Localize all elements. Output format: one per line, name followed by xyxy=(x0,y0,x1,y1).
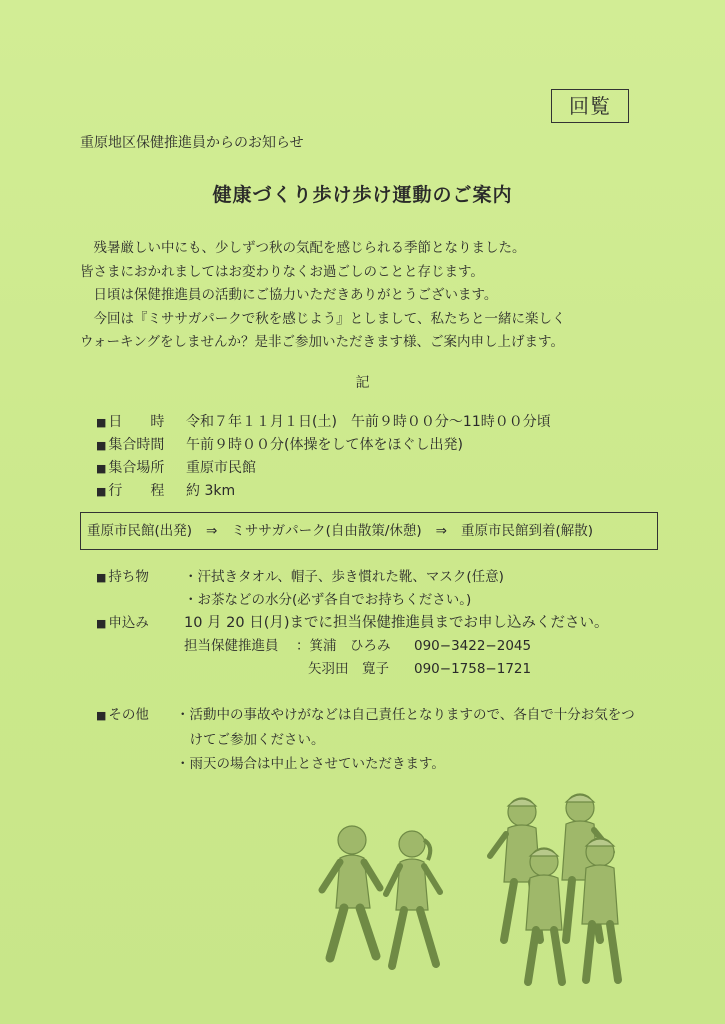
intro-line: 残暑厳しい中にも、少しずつ秋の気配を感じられる季節となりました。 xyxy=(80,240,526,256)
other-row-2 xyxy=(96,728,635,752)
detail-row-meeting-time xyxy=(96,434,551,457)
detail-value: 約 3km xyxy=(186,483,236,499)
other-row-3 xyxy=(96,752,635,776)
other-line: ・雨天の場合は中止とさせていただきます。 xyxy=(176,756,445,772)
route-mid: ミササガパーク(自由散策/休憩) xyxy=(231,523,422,539)
intro-text xyxy=(80,237,640,355)
items-line: ・お茶などの水分(必ず各自でお持ちください。) xyxy=(184,592,472,608)
detail-label: 集合場所 xyxy=(108,460,165,476)
items-label: 持ち物 xyxy=(108,569,149,585)
ki-heading: 記 xyxy=(355,375,370,391)
detail-value: 令和７年１１月１日(土) 午前９時００分～11時００分頃 xyxy=(186,414,551,430)
other-notes xyxy=(96,703,635,776)
route-box xyxy=(80,512,658,550)
intro-line: 今回は『ミササガパークで秋を感じよう』としまして、私たちと一緒に楽しく xyxy=(80,310,566,327)
intro-line: ウォーキングをしませんか？是非ご参加いただきます様、ご案内申し上げます。 xyxy=(80,334,564,350)
contact-row-2 xyxy=(96,658,609,681)
walking-people-icon xyxy=(300,790,640,990)
contact-phone: 090−1758−1721 xyxy=(414,661,532,677)
apply-main: 10 月 20 日(月)までに担当保健推進員までお申し込みください。 xyxy=(184,615,609,631)
lower-details xyxy=(96,566,609,681)
apply-label: 申込み xyxy=(108,615,149,631)
bullet-icon: ■ xyxy=(96,485,107,498)
other-row xyxy=(96,703,635,728)
bullet-icon: ■ xyxy=(96,462,107,475)
detail-label: 行 程 xyxy=(108,483,165,499)
route-start: 重原市民館(出発) xyxy=(87,523,193,539)
bullet-icon: ■ xyxy=(96,439,107,452)
organization-line: 重原地区保健推進員からのお知らせ xyxy=(80,135,304,151)
contact-row-1 xyxy=(96,635,609,658)
detail-value: 午前９時００分(体操をして体をほぐし出発) xyxy=(186,437,463,453)
bullet-icon: ■ xyxy=(96,571,107,584)
contact-name: 矢羽田 寛子 xyxy=(308,661,389,677)
detail-row-course xyxy=(96,480,551,503)
event-details xyxy=(96,411,551,503)
apply-row xyxy=(96,612,609,635)
arrow-icon: ⇒ xyxy=(206,523,218,539)
detail-row-datetime xyxy=(96,411,551,434)
other-label: その他 xyxy=(108,707,149,723)
bullet-icon: ■ xyxy=(96,709,107,722)
detail-value: 重原市民館 xyxy=(186,460,256,476)
intro-line: 皆さまにおかれましてはお変わりなくお過ごしのことと存じます。 xyxy=(80,263,484,280)
items-row-2 xyxy=(96,589,609,612)
bullet-icon: ■ xyxy=(96,416,107,429)
route-end: 重原市民館到着(解散) xyxy=(460,523,594,539)
detail-row-meeting-place xyxy=(96,457,551,480)
other-line: ・活動中の事故やけがなどは自己責任となりますので、各自で十分お気をつ xyxy=(176,707,635,723)
contact-phone: 090−3422−2045 xyxy=(414,638,532,654)
contact-name: ：箕浦 ひろみ xyxy=(296,638,391,654)
bullet-icon: ■ xyxy=(96,617,107,630)
page-title: 健康づくり歩け歩け運動のご案内 xyxy=(212,184,513,206)
intro-line: 日頃は保健推進員の活動にご協力いただきありがとうございます。 xyxy=(80,287,498,303)
other-line: けてご参加ください。 xyxy=(176,732,325,748)
arrow-icon: ⇒ xyxy=(435,523,447,539)
contact-title: 担当保健推進員 xyxy=(184,638,279,654)
items-line: ・汗拭きタオル、帽子、歩き慣れた靴、マスク(任意) xyxy=(184,569,504,585)
detail-label: 集合時間 xyxy=(108,437,165,453)
circulation-stamp: 回覧 xyxy=(551,89,629,123)
items-row xyxy=(96,566,609,589)
detail-label: 日 時 xyxy=(108,414,165,430)
